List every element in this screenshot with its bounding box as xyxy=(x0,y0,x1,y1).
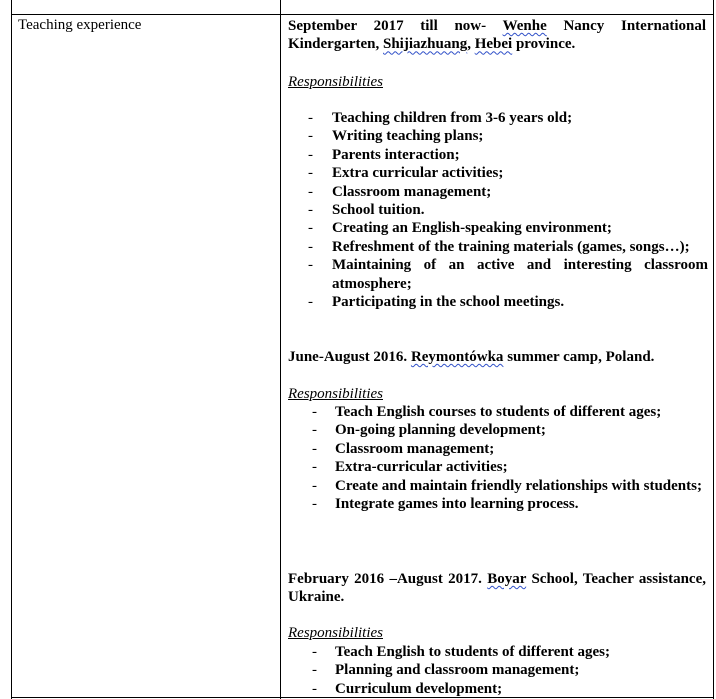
list-item xyxy=(288,680,708,698)
list-item xyxy=(288,661,708,679)
job2-heading xyxy=(288,348,706,366)
job2-responsibilities-list xyxy=(288,403,708,513)
bullet-dash: - xyxy=(312,496,317,513)
list-item xyxy=(288,127,708,145)
job3-responsibilities-list xyxy=(288,643,708,698)
job3-school-name: Boyar xyxy=(487,571,527,587)
list-item-text: Teach English to students of different ages; xyxy=(335,644,611,660)
bullet-dash: - xyxy=(308,128,313,145)
list-item xyxy=(288,643,708,661)
section-label: Teaching experience xyxy=(18,17,142,33)
bullet-dash: - xyxy=(308,165,313,182)
bullet-dash: - xyxy=(308,202,313,219)
list-item-text: Writing teaching plans; xyxy=(332,128,484,145)
list-item xyxy=(288,293,708,311)
list-item-text: Classroom management; xyxy=(335,440,495,457)
list-item-text: Curriculum development; xyxy=(335,680,503,697)
list-item xyxy=(288,219,708,237)
list-item-text: Integrate games into learning process. xyxy=(335,496,579,513)
list-item xyxy=(288,238,708,256)
list-item xyxy=(288,256,708,293)
list-item xyxy=(288,109,708,127)
list-item-text: Teaching children from 3-6 years old; xyxy=(332,110,573,126)
job2-responsibilities-label xyxy=(288,385,706,403)
bullet-dash: - xyxy=(312,680,317,697)
bullet-dash: - xyxy=(308,294,313,311)
job2-camp-name: Reymontówka xyxy=(410,349,504,365)
job1-tail: province. xyxy=(512,36,576,53)
job1-city: Shijiazhuang xyxy=(383,36,468,53)
table-left-border xyxy=(11,0,12,699)
job1-heading xyxy=(288,17,706,54)
job2-tail: summer camp, Poland. xyxy=(503,349,655,365)
list-item-text: Maintaining of an active and interesting classroom atmosphere; xyxy=(332,257,708,292)
bullet-dash: - xyxy=(312,644,317,660)
job3-resp-text: Responsibilities xyxy=(288,625,383,641)
list-item-text: Create and maintain friendly relationships with students; xyxy=(335,477,702,494)
list-item-text: Teach English courses to students of different ages; xyxy=(335,404,662,420)
bullet-dash: - xyxy=(308,238,313,255)
list-item-text: Parents interaction; xyxy=(332,146,460,163)
list-item-text: School tuition. xyxy=(332,202,425,219)
job1-province: Hebei xyxy=(474,36,513,53)
job1-resp-text: Responsibilities xyxy=(288,74,383,90)
list-item-text: On-going planning development; xyxy=(335,422,546,439)
list-item-text: Participating in the school meetings. xyxy=(332,294,565,311)
table-top-border xyxy=(11,14,714,15)
list-item xyxy=(288,183,708,201)
bullet-dash: - xyxy=(312,477,317,494)
table-column-divider xyxy=(280,0,281,699)
list-item xyxy=(288,440,708,458)
list-item-text: Extra-curricular activities; xyxy=(335,459,508,476)
list-item-text: Refreshment of the training materials (games, songs…); xyxy=(332,238,690,255)
list-item-text: Classroom management; xyxy=(332,183,492,200)
bullet-dash: - xyxy=(308,146,313,163)
bullet-dash: - xyxy=(312,404,317,420)
list-item xyxy=(288,201,708,219)
table-right-border xyxy=(713,0,714,699)
list-item-text: Extra curricular activities; xyxy=(332,165,504,182)
job3-responsibilities-label xyxy=(288,624,706,642)
bullet-dash: - xyxy=(308,110,313,126)
list-item xyxy=(288,477,708,495)
job3-date: February 2016 –August 2017. xyxy=(288,571,488,587)
job3-heading xyxy=(288,570,706,607)
job1-responsibilities-list xyxy=(288,109,708,311)
list-item-text: Planning and classroom management; xyxy=(335,662,580,679)
bullet-dash: - xyxy=(308,257,313,274)
job1-name-part: Wenhe xyxy=(502,18,547,34)
list-item-text: Creating an English-speaking environment; xyxy=(332,220,612,237)
list-item xyxy=(288,403,708,421)
bullet-dash: - xyxy=(312,459,317,476)
job3-tail: School, Teacher assistance, Ukraine. xyxy=(288,571,706,606)
job1-org: Nancy International Kindergarten, xyxy=(288,18,706,53)
list-item xyxy=(288,146,708,164)
job2-date: June-August 2016. xyxy=(288,349,411,365)
list-item xyxy=(288,164,708,182)
job1-date: September 2017 till now- xyxy=(288,18,503,34)
bullet-dash: - xyxy=(308,183,313,200)
bullet-dash: - xyxy=(312,662,317,679)
job1-sep: , xyxy=(467,36,475,53)
bullet-dash: - xyxy=(312,422,317,439)
list-item xyxy=(288,495,708,513)
job1-responsibilities-label xyxy=(288,73,706,91)
list-item xyxy=(288,421,708,439)
bullet-dash: - xyxy=(308,220,313,237)
bullet-dash: - xyxy=(312,440,317,457)
list-item xyxy=(288,458,708,476)
job2-resp-text: Responsibilities xyxy=(288,386,383,402)
